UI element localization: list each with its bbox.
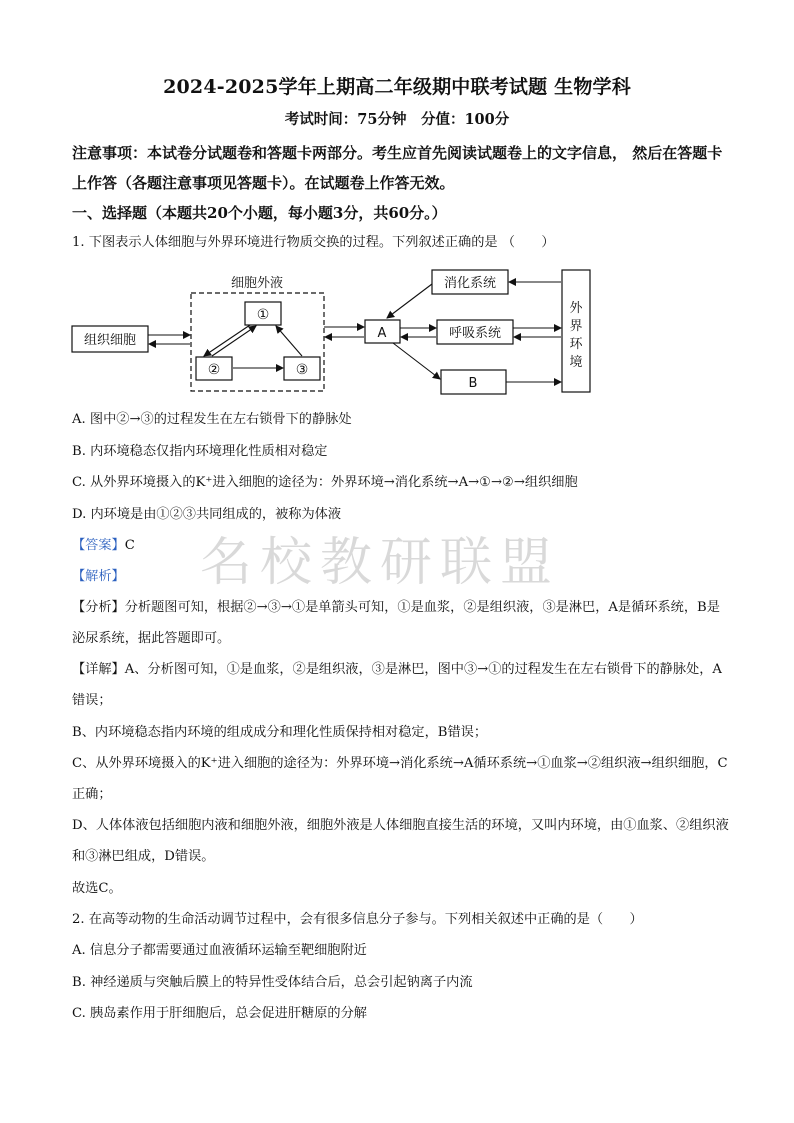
extracellular-label: 细胞外液 xyxy=(230,276,284,291)
respiratory-label: 呼吸系统 xyxy=(448,326,502,341)
arrow-1-to-2 xyxy=(204,325,250,356)
detail-d: D、人体体液包括细胞内液和细胞外液，细胞外液是人体细胞直接生活的环境，又叫内环境，由①血浆、②组织液和③淋巴组成，D错误。 xyxy=(72,818,729,864)
q1-stem: 1. 下图表示人体细胞与外界环境进行物质交换的过程。下列叙述正确的是 （ ） xyxy=(72,235,555,250)
q2-option-a: A. 信息分子都需要通过血液循环运输至靶细胞附近 xyxy=(72,943,367,958)
analysis-tag: 【解析】 xyxy=(72,569,125,584)
arrow-2-to-1 xyxy=(212,326,256,356)
explanation-tag: 【分析】 xyxy=(72,600,125,615)
answer-value: C xyxy=(124,538,135,553)
explanation-text: 分析题图可知，根据②→③→①是单箭头可知，①是血浆，②是组织液，③是淋巴，A是循环系统，B是泌尿系统，据此答题即可。 xyxy=(72,600,720,646)
node-2-label: ② xyxy=(207,362,221,378)
answer-tag: 【答案】 xyxy=(72,538,125,553)
section-heading: 一、选择题（本题共20个小题，每小题3分，共60分。） xyxy=(72,204,447,222)
detail-c: C、从外界环境摄入的K⁺进入细胞的途径为：外界环境→消化系统→A循环系统→①血浆→②组织液→组织细胞，C正确； xyxy=(72,756,728,802)
explanation-paragraph xyxy=(72,592,732,654)
external-env-char-2: 界 xyxy=(569,319,583,334)
node-b-label: B xyxy=(468,376,478,391)
q1-option-c: C. 从外界环境摄入的K⁺进入细胞的途径为：外界环境→消化系统→A→①→②→组织细胞 xyxy=(72,475,578,490)
arrow-digestive-to-a xyxy=(387,284,432,318)
tissue-cell-label: 组织细胞 xyxy=(83,333,137,348)
external-env-char-3: 环 xyxy=(569,337,583,352)
exam-title: 2024-2025学年上期高二年级期中联考试题 生物学科 xyxy=(163,76,631,98)
digestive-label: 消化系统 xyxy=(443,276,497,291)
q1-option-d: D. 内环境是由①②③共同组成的，被称为体液 xyxy=(72,507,342,522)
external-env-char-1: 外 xyxy=(569,301,583,316)
detail-tag: 【详解】 xyxy=(72,662,125,677)
q1-option-b: B. 内环境稳态仅指内环境理化性质相对稳定 xyxy=(72,444,328,459)
q2-stem: 2. 在高等动物的生命活动调节过程中，会有很多信息分子参与。下列相关叙述中正确的是（ ） xyxy=(72,912,643,927)
arrow-a-to-b xyxy=(393,343,440,379)
detail-a-text: A、分析图可知，①是血浆，②是组织液，③是淋巴，图中③→①的过程发生在左右锁骨下的静脉处，A错误； xyxy=(72,662,722,708)
conclusion: 故选C。 xyxy=(72,881,122,896)
exchange-diagram xyxy=(0,0,794,420)
q2-option-c: C. 胰岛素作用于肝细胞后，总会促进肝糖原的分解 xyxy=(72,1006,367,1021)
q1-answer-line xyxy=(72,536,732,556)
notice: 注意事项：本试卷分试题卷和答题卡两部分。考生应首先阅读试题卷上的文字信息， 然后在答题卡上作答（各题注意事项见答题卡）。在试题卷上作答无效。 xyxy=(72,144,723,192)
q1-option-a: A. 图中②→③的过程发生在左右锁骨下的静脉处 xyxy=(72,412,352,427)
node-a-label: A xyxy=(377,326,387,341)
node-3-label: ③ xyxy=(295,362,309,378)
q2-option-b: B. 神经递质与突触后膜上的特异性受体结合后，总会引起钠离子内流 xyxy=(72,975,473,990)
external-env-char-4: 境 xyxy=(569,355,583,370)
node-1-label: ① xyxy=(256,307,270,323)
detail-b: B、内环境稳态指内环境的组成成分和理化性质保持相对稳定，B错误； xyxy=(72,725,488,740)
watermark: 名校教研联盟 xyxy=(200,533,561,593)
detail-a xyxy=(72,654,732,716)
arrow-3-to-1 xyxy=(276,326,302,356)
exam-subtitle: 考试时间：75分钟 分值：100分 xyxy=(284,111,510,128)
